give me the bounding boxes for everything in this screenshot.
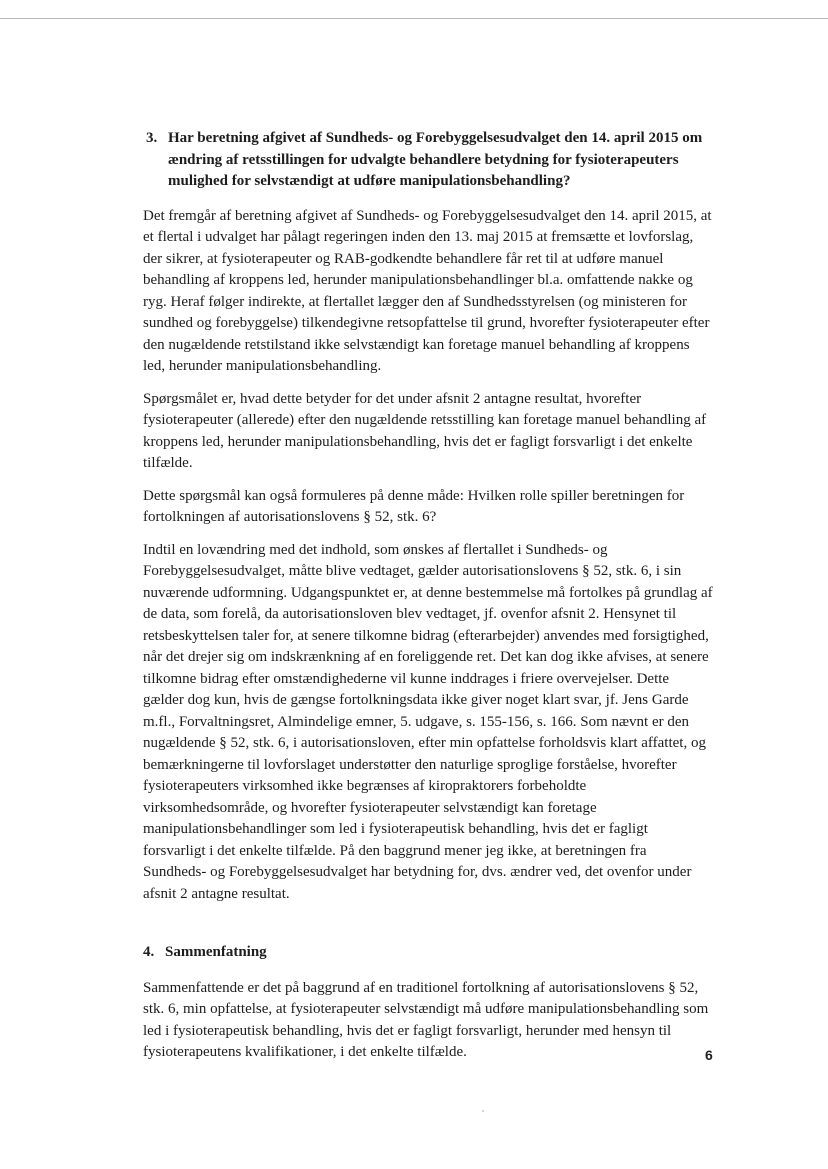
document-body — [143, 128, 713, 1075]
section-3-paragraph-3: Dette spørgsmål kan også formuleres på denne måde: Hvilken rolle spiller beretningen for fortolkningen af autorisationslovens § 52, stk. 6? — [143, 487, 685, 525]
section-4-number: 4. — [143, 944, 155, 960]
section-3-paragraph-4: Indtil en lovændring med det indhold, som ønskes af flertallet i Sundheds- og Forebyggelsesudvalget, måtte blive vedtaget, gælder autorisationslovens § 52, stk. 6, i sin nuværende udformning. Udgangspunktet er, at denne bestemmelse må fortolkes på grundlag af de data, som forelå, da autorisationsloven blev vedtaget, jf. ovenfor afsnit 2. Hensynet til retsbeskyttelsen taler for, at senere tilkomne bidrag (efterarbejder) anvendes med forsigtighed, når det drejer sig om indskrænkning af en foreliggende ret. Det kan dog ikke afvises, at senere tilkomne bidrag efter omstændighederne vil kunne inddrages i friere overvejelser. Dette gælder dog kun, hvis de gængse fortolkningsdata ikke giver noget klart svar, jf. Jens Garde m.fl., Forvaltningsret, Almindelige emner, 5. udgave, s. 155-156, s. 166. Som nævnt er den nugældende § 52, stk. 6, i autorisationsloven, efter min opfattelse forholdsvis klart affattet, og bemærkningerne til lovforslaget understøtter den naturlige sproglige forståelse, hvorefter fysioterapeuters virksomhed ikke begrænses af kiropraktorers forbeholdte virksomhedsområde, og hvorefter fysioterapeuter selvstændigt kan foretage manipulationsbehandlinger som led i fysioterapeutisk behandling, hvis det er fagligt forsvarligt i det enkelte tilfælde. På den baggrund mener jeg ikke, at beretningen fra Sundheds- og Forebyggelsesudvalget har betydning for, dvs. ændrer ved, det ovenfor under afsnit 2 antagne resultat. — [143, 541, 713, 902]
section-3-heading — [146, 128, 713, 193]
section-3-title: Har beretning afgivet af Sundheds- og Forebyggelsesudvalget den 14. april 2015 om ændring af retsstillingen for udvalgte behandlere betydning for fysioterapeuters mulighed for selvstændigt at udføre manipulationsbehandling? — [168, 130, 703, 189]
section-4-paragraph-1: Sammenfattende er det på baggrund af en traditionel fortolkning af autorisationslovens § 52, stk. 6, min opfattelse, at fysioterapeuter selvstændigt må udføre manipulationsbehandling som led i fysioterapeutisk behandling, hvis det er fagligt forsvarligt, herunder med hensyn til fysioterapeutens kvalifikationer, i det enkelte tilfælde. — [143, 979, 709, 1060]
section-3-number: 3. — [146, 130, 158, 146]
scan-speck — [482, 1110, 484, 1112]
section-3-paragraph-1: Det fremgår af beretning afgivet af Sundheds- og Forebyggelsesudvalget den 14. april 2015, at et flertal i udvalget har pålagt regeringen inden den 13. maj 2015 at fremsætte et lovforslag, der sikrer, at fysioterapeuter og RAB-godkendte behandlere får ret til at udføre manuel behandling af kroppens led, herunder manipulationsbehandlinger bl.a. omfattende nakke og ryg. Heraf følger indirekte, at flertallet lægger den af Sundhedsstyrelsen (og ministeren for sundhed og forebyggelse) tilkendegivne retsopfattelse til grund, hvorefter fysioterapeuter efter den nugældende retstilstand ikke selvstændigt kan foretage manuel behandling af kroppens led, herunder manipulationsbehandling. — [143, 207, 712, 374]
page-number: 6 — [705, 1047, 713, 1063]
section-4-heading — [143, 942, 713, 964]
section-3-paragraph-2: Spørgsmålet er, hvad dette betyder for det under afsnit 2 antagne resultat, hvorefter fysioterapeuter (allerede) efter den nugældende retsstilling kan foretage manuel behandling af kroppens led, herunder manipulationsbehandling, hvis det er fagligt forsvarligt i det enkelte tilfælde. — [143, 390, 707, 471]
section-4-title: Sammenfatning — [165, 944, 267, 960]
top-scan-edge-line — [0, 18, 828, 19]
